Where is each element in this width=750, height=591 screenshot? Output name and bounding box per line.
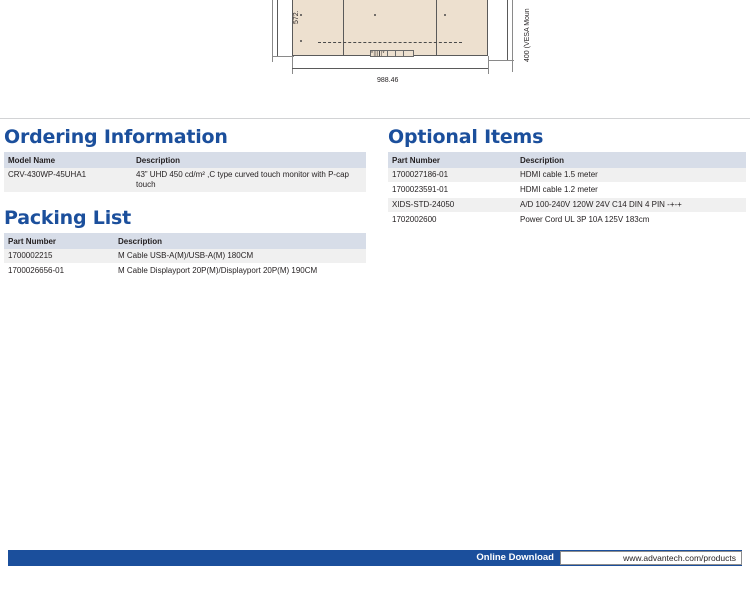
cell-part-number: 1700002215 <box>4 249 114 264</box>
table-row <box>4 264 366 279</box>
cell-description: HDMI cable 1.5 meter <box>516 168 746 183</box>
packing-list-table <box>4 233 366 279</box>
table-header-row <box>388 152 746 168</box>
section-divider <box>0 118 750 119</box>
monitor-right-section <box>436 0 488 56</box>
column-header-description: Description <box>516 152 746 168</box>
monitor-left-section <box>292 0 344 56</box>
height-dim-label: 572. <box>293 10 300 24</box>
cell-model-name: CRV-430WP-45UHA1 <box>4 168 132 193</box>
optional-items-title: Optional Items <box>388 126 544 148</box>
online-download-label: Online Download <box>476 552 554 563</box>
packing-list-title: Packing List <box>4 207 132 229</box>
vesa-dimension-line <box>507 0 508 60</box>
mount-dot <box>374 14 376 16</box>
column-header-part-number: Part Number <box>4 233 114 249</box>
left-column <box>4 126 366 279</box>
table-row <box>388 198 746 213</box>
cell-description: HDMI cable 1.2 meter <box>516 183 746 198</box>
footer-url-text[interactable]: www.advantech.com/products <box>623 553 736 563</box>
extension-line <box>272 56 294 57</box>
center-axis-line <box>318 42 462 43</box>
right-column <box>388 126 746 228</box>
table-row <box>388 168 746 183</box>
table-header-row <box>4 233 366 249</box>
product-drawing <box>0 0 750 118</box>
ordering-information-title: Ordering Information <box>4 126 228 148</box>
table-row <box>388 213 746 228</box>
height-dimension-line <box>277 0 278 56</box>
mount-dot <box>300 40 302 42</box>
ordering-information-table <box>4 152 366 193</box>
table-row <box>4 168 366 193</box>
cell-part-number: 1700026656-01 <box>4 264 114 279</box>
width-dim-label: 988.46 <box>377 77 399 84</box>
extension-line <box>292 56 293 74</box>
column-header-part-number: Part Number <box>388 152 516 168</box>
cell-description: M Cable Displayport 20P(M)/Displayport 20P(M) 190CM <box>114 264 366 279</box>
mount-dot <box>444 14 446 16</box>
cell-part-number: XIDS-STD-24050 <box>388 198 516 213</box>
cell-part-number: 1702002600 <box>388 213 516 228</box>
extension-line <box>488 60 514 61</box>
cell-description: M Cable USB-A(M)/USB-A(M) 180CM <box>114 249 366 264</box>
table-header-row <box>4 152 366 168</box>
vesa-pattern-label: *|||||* <box>371 51 385 57</box>
mount-dot <box>300 14 302 16</box>
extension-line <box>272 0 273 62</box>
vesa-dim-label: 400 (VESA Moun <box>524 8 531 62</box>
table-row <box>388 183 746 198</box>
cell-description: Power Cord UL 3P 10A 125V 183cm <box>516 213 746 228</box>
cell-description: 43” UHD 450 cd/m² ,C type curved touch monitor with P-cap touch <box>132 168 366 193</box>
table-row <box>4 249 366 264</box>
column-header-model-name: Model Name <box>4 152 132 168</box>
column-header-description: Description <box>114 233 366 249</box>
cell-part-number: 1700027186-01 <box>388 168 516 183</box>
extension-line <box>512 0 513 72</box>
width-dimension-line <box>292 68 488 69</box>
cell-description: A/D 100-240V 120W 24V C14 DIN 4 PIN -+-+ <box>516 198 746 213</box>
column-header-description: Description <box>132 152 366 168</box>
extension-line <box>488 56 489 74</box>
cell-part-number: 1700023591-01 <box>388 183 516 198</box>
optional-items-table <box>388 152 746 228</box>
